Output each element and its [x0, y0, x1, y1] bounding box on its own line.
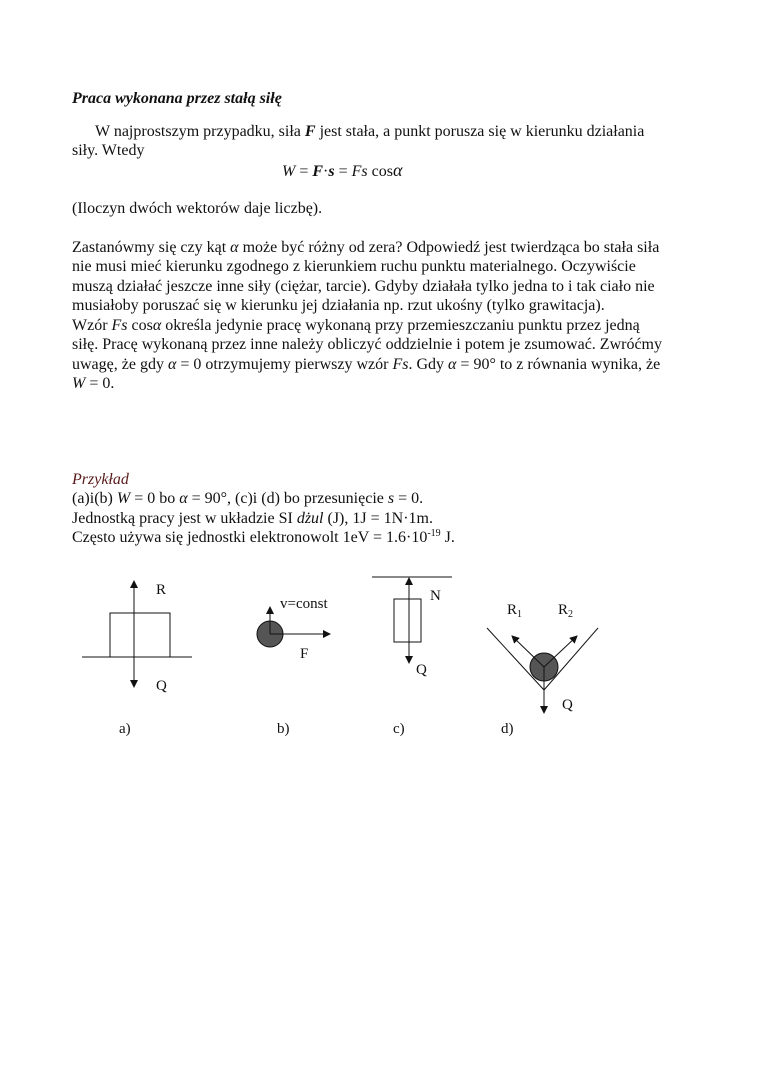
label-Q: Q [562, 697, 573, 713]
f-eq: = [295, 163, 313, 180]
text: = 0 bo [130, 490, 180, 507]
text: Jednostką pracy jest w układzie SI [72, 510, 297, 527]
alpha: α [448, 356, 457, 373]
label-N: N [430, 588, 441, 604]
dzul: dżul [296, 510, 324, 527]
paragraph-line: siły. Wtedy [72, 142, 145, 159]
arrow-R1 [512, 636, 544, 667]
text: = 0 otrzymujemy pierwszy wzór [176, 356, 393, 373]
diagram-a [82, 581, 192, 687]
paragraph-line: musiałoby poruszać się w kierunku jej działania np. rzut ukośny (tylko grawitacja). [72, 297, 605, 314]
caption-b: b) [277, 721, 290, 737]
f-dot: · [323, 163, 329, 180]
paragraph-line: nie musi mieć kierunku zgodnego z kierunkiem ruchu punktu materialnego. Oczywiście [72, 258, 636, 275]
text: (J), 1J = 1N·1m. [323, 510, 433, 527]
diagram-b [257, 607, 330, 647]
text: Zastanówmy się czy kąt [72, 239, 231, 256]
text: jest stała, a punkt porusza się w kierunku działania [315, 123, 645, 140]
text: J. [440, 529, 455, 546]
block [394, 599, 421, 642]
Fs: Fs [392, 356, 409, 373]
paragraph-line: siłę. Pracę wykonaną przez inne należy obliczyć oddzielnie i potem je zsumować. Zwróćmy [72, 336, 662, 353]
f-cos: cos [367, 163, 393, 180]
text: cos [127, 317, 153, 334]
caption-c: c) [393, 721, 405, 737]
label-R: R [156, 582, 167, 598]
label-R1: $R_1$ [507, 602, 523, 620]
Fs: Fs [111, 317, 128, 334]
W: W [116, 490, 131, 507]
label-R2: $R_2$ [558, 602, 574, 620]
text: = 90° to z równania wynika, że [456, 356, 661, 373]
text: . Gdy [408, 356, 449, 373]
exponent: -19 [427, 528, 441, 539]
text: Wzór [72, 317, 112, 334]
f-alpha: α [392, 160, 403, 180]
alpha: α [179, 490, 188, 507]
f-s: s [328, 163, 335, 180]
f-F: F [312, 163, 324, 180]
label-Q: Q [156, 678, 167, 694]
alpha: α [167, 356, 177, 373]
text: = 90°, (c)i (d) bo przesunięcie [187, 490, 388, 507]
text: może być różny od zera? Odpowiedź jest twierdząca bo stała siła [238, 239, 660, 256]
paragraph-line: muszą działać jeszcze inne siły (ciężar, tarcie). Gdyby działała tylko jedna to i tak ciało nie [72, 278, 655, 295]
f-eq: = [334, 163, 352, 180]
vector-F: F [304, 123, 316, 140]
text: = 0. [394, 490, 424, 507]
label-F: F [300, 646, 309, 662]
block [110, 613, 170, 657]
s: s [387, 490, 395, 507]
text: Często używa się jednostki elektronowolt 1eV = 1.6·10 [72, 529, 428, 546]
f-Fs: Fs [351, 163, 368, 180]
diagram-d [487, 628, 598, 713]
label-Q: Q [416, 662, 427, 678]
paragraph-line: (Iloczyn dwóch wektorów daje liczbę). [72, 200, 323, 217]
text: (a)i(b) [72, 490, 117, 507]
text: uwagę, że gdy [72, 356, 168, 373]
arrow-R2 [544, 636, 577, 667]
caption-d: d) [501, 721, 514, 737]
example-heading: Przykład [72, 471, 129, 488]
W: W [72, 375, 86, 392]
text: = 0. [85, 375, 115, 392]
f-W: W [282, 163, 296, 180]
section-title: Praca wykonana przez stałą siłę [72, 90, 282, 107]
text: W najprostszym przypadku, siła [95, 123, 305, 140]
alpha: α [230, 239, 239, 256]
label-v: v=const [280, 596, 328, 612]
text: określa jedynie pracę wykonaną przy przemieszczaniu punktu przez jedną [161, 317, 640, 334]
alpha: α [152, 317, 162, 334]
caption-a: a) [119, 721, 131, 737]
